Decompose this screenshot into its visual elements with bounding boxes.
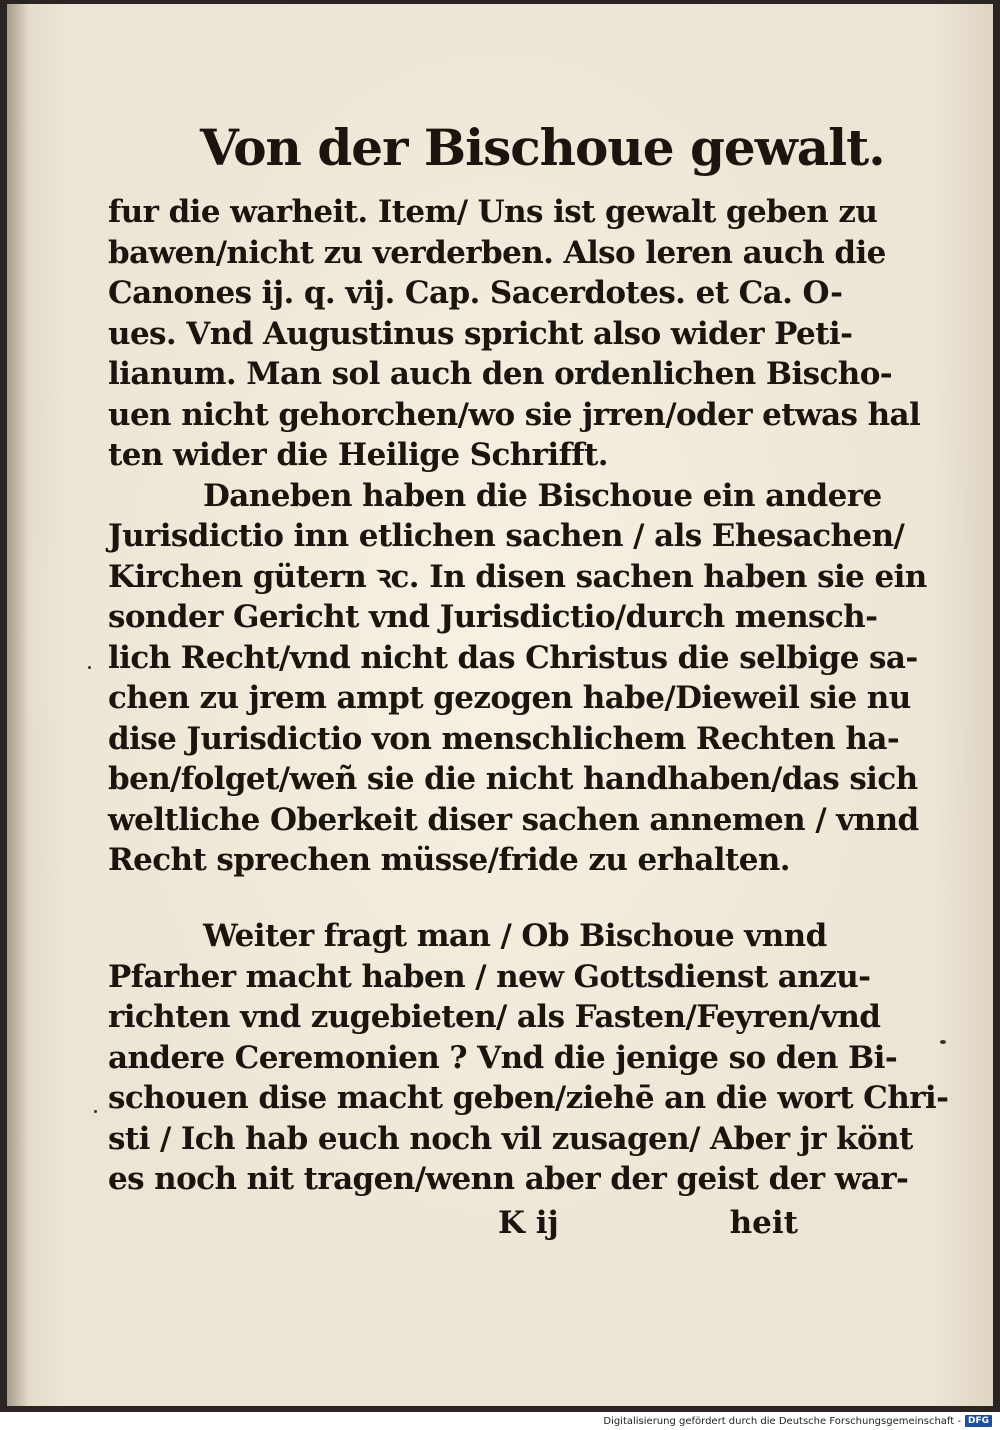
text-line: richten vnd zugebieten/ als Fasten/Feyren/vnd: [108, 999, 881, 1035]
dfg-logo: DFG: [965, 1415, 992, 1427]
text-line: andere Ceremonien ? Vnd die jenige so den Bi-: [108, 1039, 898, 1076]
text-line: fur die warheit. Item/ Uns ist gewalt geben zu: [108, 194, 878, 230]
text-line: dise Jurisdictio von menschlichem Rechten ha-: [108, 720, 900, 757]
digitization-footer: [603, 1413, 992, 1429]
text-line: ues. Vnd Augustinus spricht also wider Peti-: [108, 315, 853, 352]
text-line: sonder Gericht vnd Jurisdictio/durch mensch-: [108, 599, 878, 635]
footer-text: Digitalisierung gefördert durch die Deutsche Forschungsgemeinschaft -: [603, 1415, 961, 1427]
paper-speck: [940, 1040, 946, 1044]
signature-line: [108, 1205, 798, 1245]
text-line: schouen dise macht geben/ziehē an die wort Chri-: [108, 1080, 949, 1116]
paragraph-1: [108, 192, 927, 881]
text-line: Weiter fragt man / Ob Bischoue vnnd: [203, 918, 827, 954]
text-line: lich Recht/vnd nicht das Christus die selbige sa-: [108, 639, 918, 676]
page-gutter-shadow: [7, 4, 29, 1406]
text-line: uen nicht gehorchen/wo sie jrren/oder etwas hal: [108, 396, 921, 433]
text-line: weltliche Oberkeit diser sachen annemen / vnnd: [108, 801, 919, 838]
signature-mark: K ij: [498, 1205, 559, 1241]
text-line: sti / Ich hab euch noch vil zusagen/ Aber jr könt: [108, 1120, 913, 1157]
text-line: ben/folget/weñ sie die nicht handhaben/das sich: [108, 761, 918, 797]
text-line: Kirchen gütern ꝛc. In disen sachen haben sie ein: [108, 558, 927, 595]
text-line: bawen/nicht zu verderben. Also leren auch die: [108, 234, 886, 271]
text-line: chen zu jrem ampt gezogen habe/Dieweil sie nu: [108, 680, 911, 716]
text-line: Pfarher macht haben / new Gottsdienst anzu-: [108, 958, 871, 995]
text-line: Daneben haben die Bischoue ein andere: [203, 477, 882, 514]
catchword: heit: [729, 1205, 798, 1241]
paper-speck: [94, 1110, 97, 1113]
text-line: Jurisdictio inn etlichen sachen / als Ehesachen/: [108, 518, 905, 554]
text-line: ten wider die Heilige Schrifft.: [108, 437, 608, 473]
text-line: lianum. Man sol auch den ordenlichen Bischo-: [108, 356, 893, 392]
paper-speck: [88, 666, 91, 669]
text-line: Canones ij. q. vij. Cap. Sacerdotes. et Ca. O-: [108, 275, 843, 311]
page-title: Von der Bischoue gewalt.: [200, 118, 885, 177]
text-line: Recht sprechen müsse/fride zu erhalten.: [108, 842, 790, 878]
paragraph-2: [108, 916, 949, 1200]
text-line: es noch nit tragen/wenn aber der geist der war-: [108, 1161, 909, 1197]
